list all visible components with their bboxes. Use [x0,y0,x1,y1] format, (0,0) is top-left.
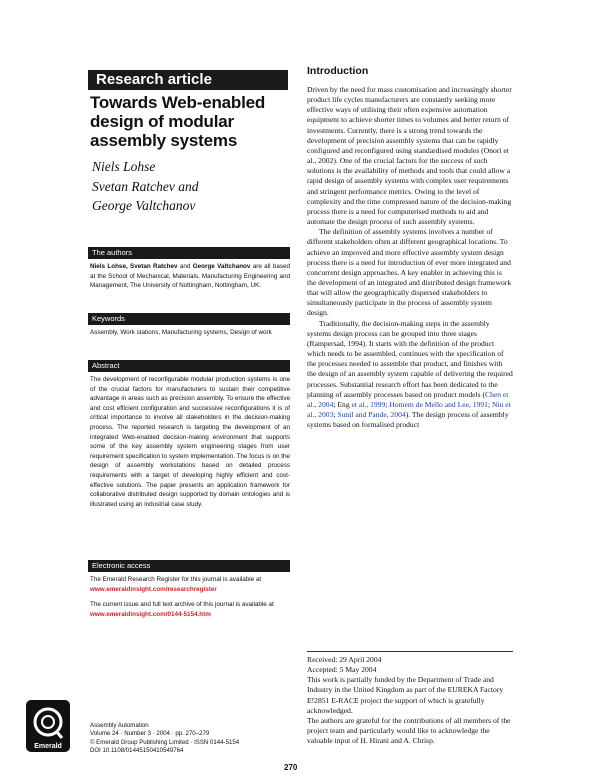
funding-note: This work is partially funded by the Department of Trade and Industry in the United Kingdom as part of the EUREKA Factory E!2851 E-RACE project the support of which is gratefully acknowledged. [307,675,504,715]
journal-doi: DOI 10.1108/01445150410549764 [90,746,184,754]
received-date: Received: 29 April 2004 [307,655,382,664]
electronic-access-body [90,575,290,619]
article-notes [307,655,513,746]
introduction-heading: Introduction [307,65,369,77]
intro-paragraph-3 [307,319,513,431]
p3-text-c: ; [385,399,390,409]
ea-text-1: The Emerald Research Register for this journal is available at [90,576,262,583]
journal-archive-link[interactable]: www.emeraldinsight.com/0144-5154.htm [90,610,211,618]
author-2: Svetan Ratchev and [92,178,199,194]
acknowledgement-note: The authors are grateful for the contributions of all members of the project team and particularly would like to acknowledge the valuable input of H. Hirani and A. Chrisp. [307,715,511,746]
citation-sunil[interactable]: Sunil and Pande, 2004 [337,410,406,419]
page-number: 270 [284,763,298,772]
author-1: Niels Lohse [92,159,156,174]
author-list [92,157,292,216]
emerald-logo [26,700,70,760]
author-3: George Valtchanov [92,198,196,213]
citation-chen[interactable]: Chen et al., 2004 [307,389,509,409]
journal-footer [90,722,290,755]
citation-eng[interactable]: et al., 1999 [351,399,386,409]
abstract-text: The development of reconfigurable modular production systems is one of the crucial factors for manufacturers to sustain their competitive advantage in areas such as precision assembly. To ensure the effective and cost efficient configuration and successive reconfigurations it is of critical importance to involve all stakeholders in the decision-making process. The reported research is targeting the development of an integrated Web-enabled decision-making environment that supports some of the key assembly system engineering stages from user requirement specification to system implementation. The focus is on the design of assembly workstations based on detailed process requirements with a target of developing highly efficient and cost-effective solutions. The paper presents an application framework for collaborative distributed design supported by domain ontologies and is illustrated using an industrial case study. [90,376,290,508]
p3-text-e: ; [333,410,338,419]
electronic-access-heading: Electronic access [88,560,290,572]
p3-text-a: Traditionally, the decision-making steps in the assembly systems design process can be grouped into three stages (Rampersad, 1994). It starts with the definition of the product which needs to be assembled, continues with the specification of the processes needed to assemble that product, and finishes with the design of an assembly system capable of delivering the required processes. Substantial research effort has been dedicated to the planning of assembly processes based on product models ( [307,318,513,399]
emerald-logo-icon [26,700,70,752]
keywords-body [90,328,290,338]
journal-volume: Volume 24 · Number 3 · 2004 · pp. 270–279 [90,730,210,738]
keywords-text: Assembly, Work stations, Manufacturing systems, Design of work [90,329,272,336]
the-authors-heading: The authors [88,247,290,259]
emerald-logo-text: Emerald [34,743,62,750]
abstract-heading: Abstract [88,360,290,372]
journal-name: Assembly Automation [90,722,149,729]
author-names-and: and [177,263,193,270]
article-title: Towards Web-enabled design of modular assembly systems [90,93,266,150]
keywords-heading: Keywords [88,313,290,325]
abstract-body [90,375,290,509]
citation-niu[interactable]: Niu et al., 2003 [307,399,511,419]
research-register-link[interactable]: www.emeraldinsight.com/researchregister [90,585,217,593]
affiliation: are all based at the School of Mechanical, Materials, Manufacturing Engineering and Management, The University of Nottingham, Nottingham, UK. [90,263,290,290]
p3-text-d: ; [487,399,492,409]
p3-text-b: ; Eng [333,399,352,409]
intro-paragraph-1: Driven by the need for mass customisation and increasingly shorter product life cycles manufacturers are constantly seeking more effective ways of utilising their often expensive automation equipment to achieve shorter times to volumes and better return of investments. Currently, there is a strong trend towards the development of precision assembly systems that can be rapidly configured and reconfigured using standardised modules (Onori et al., 2002). One of the crucial factors for the success of such solutions is the availability of methods and tools that could allow a rapid design of assembly systems with complex user requirements and stringent performance metrics. Owing to the level of complexity and the time compressed nature of the decision-making process there is a need for computerised methods to aid and automate the design process of such assembly systems. [307,85,512,227]
notes-divider [307,651,513,652]
article-type-banner: Research article [88,70,288,90]
author-names: Niels Lohse, Svetan Ratchev [90,263,178,270]
p3-text-f: ). The design process of assembly systems based on formalised product [307,410,509,430]
ea-text-2: The current issue and full text archive of this journal is available at [90,601,274,609]
accepted-date: Accepted: 5 May 2004 [307,665,377,675]
author-last-name: George Valtchanov [192,263,251,270]
citation-homem[interactable]: Homem de Mello and Lee, 1991 [389,399,488,409]
journal-copyright: © Emerald Group Publishing Limited · ISSN 0144-5154 [90,738,240,746]
introduction-body [307,85,513,430]
the-authors-body [90,262,290,291]
intro-paragraph-2: The definition of assembly systems involves a number of different stakeholders often at different geographical locations. To achieve an improved and more effective assembly system design process there is a need for introduction of ever more integrated and concurrent design approaches. A key enabler in achieving this is the development of an integrated and distributed design framework that will allow the geographically dispersed stakeholders to simultaneously participate in the process of assembly system design. [307,227,512,318]
